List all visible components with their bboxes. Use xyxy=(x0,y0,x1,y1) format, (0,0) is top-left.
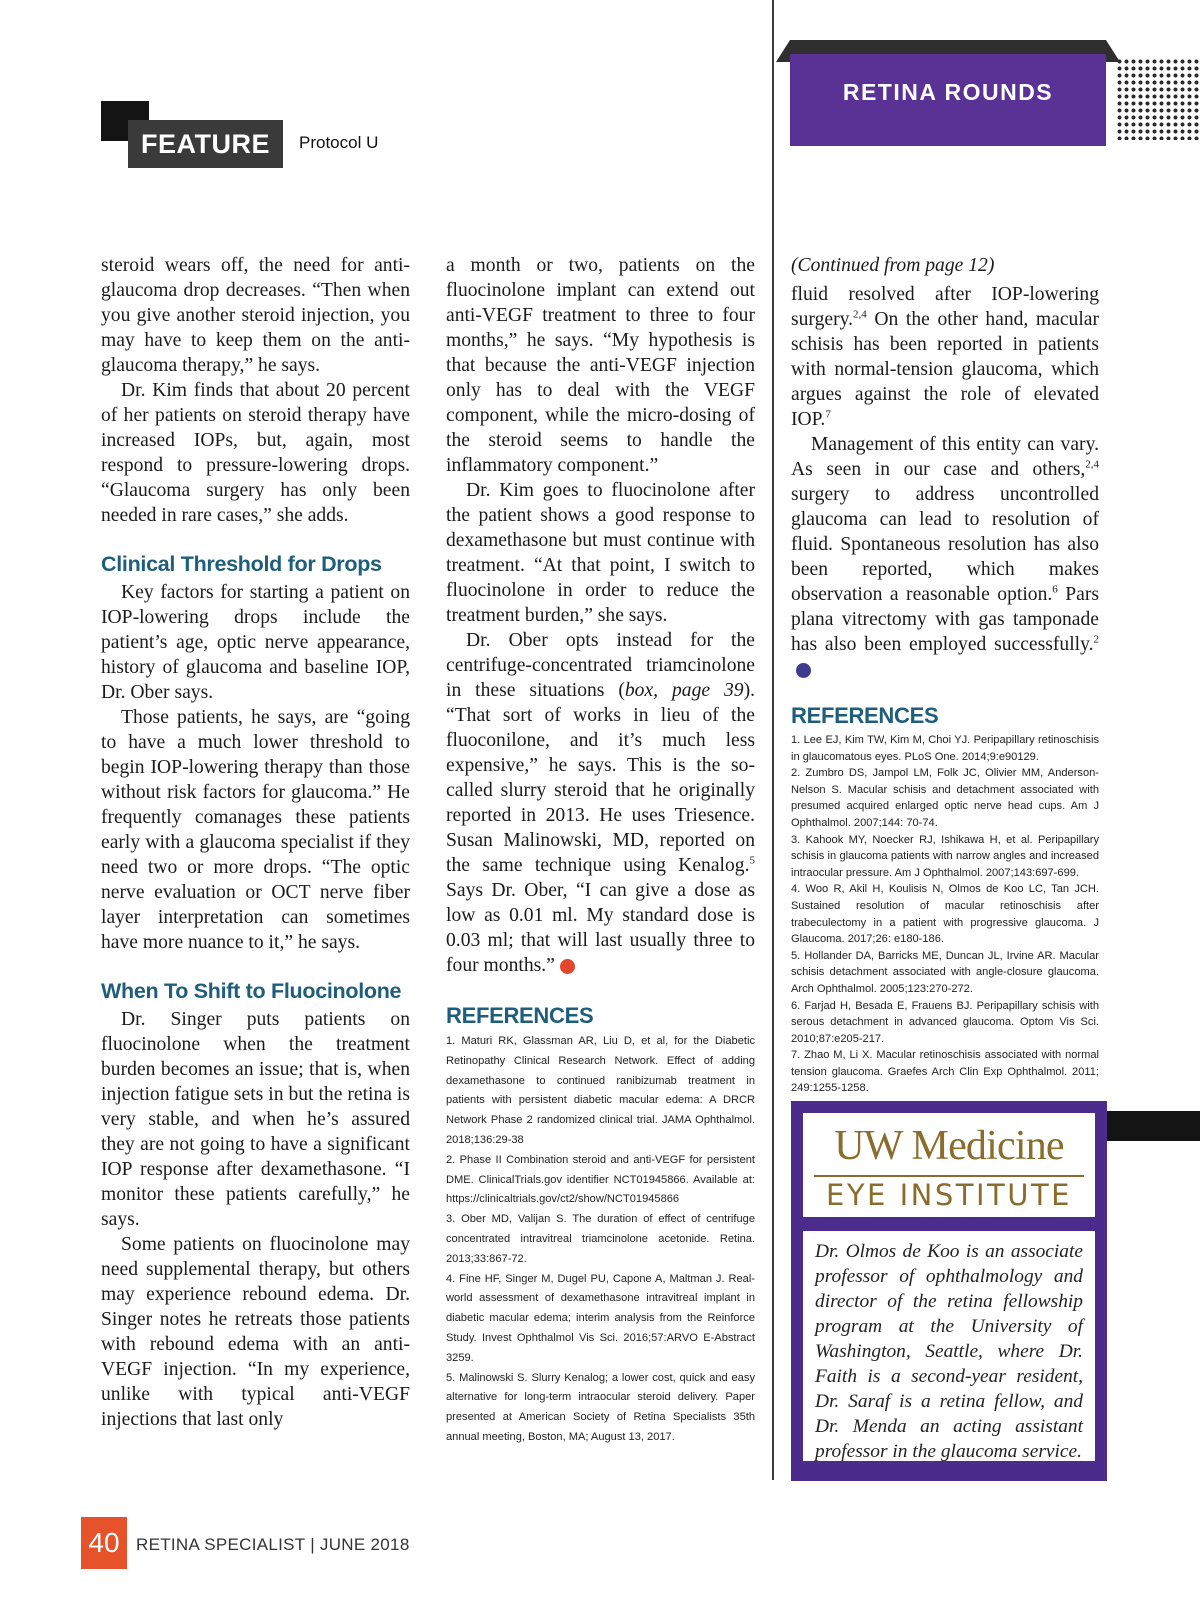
col3-paragraph-2 xyxy=(791,432,1099,682)
col2-paragraph-3 xyxy=(446,628,755,978)
retina-rounds-banner: RETINA ROUNDS xyxy=(790,54,1106,146)
footnote-2-4: 2,4 xyxy=(1085,458,1099,471)
reference-item: 1. Maturi RK, Glassman AR, Liu D, et al, for the Diabetic Retinopathy Clinical Research Network. Effect of adding dexamethasone to continued ranibizumab treatment in patients with persistent diabetic macular edema: A DRCR Network Phase 2 randomized clinical trial. JAMA Ophthalmol. 2018;136:29-38 xyxy=(446,1035,755,1146)
column-divider xyxy=(772,0,774,1480)
col1-paragraph-3: Key factors for starting a patient on IOP-lowering drops include the patient’s age, optic nerve appearance, history of glaucoma and baseline IOP, Dr. Ober says. xyxy=(101,582,410,703)
subheading-clinical-threshold: Clinical Threshold for Drops xyxy=(101,552,382,576)
reference-item: 7. Zhao M, Li X. Macular retinoschisis associated with normal tension glaucoma. Graefes Arch Clin Exp Ophthalmol. 2011; 249:1255-1258. xyxy=(791,1049,1099,1095)
uw-medicine-logo xyxy=(803,1113,1095,1217)
col2-paragraph-2: Dr. Kim goes to fluocinolone after the patient shows a good response to dexamethasone but must continue with treatment. “At that point, I switch to fluocinolone in order to reduce the treatment burden,” she says. xyxy=(446,480,755,626)
logo-line-1: UW Medicine xyxy=(834,1123,1064,1169)
col3-p2-text-c: Pars plana vitrectomy with gas tamponade has also been employed successfully. xyxy=(791,584,1099,655)
dot-pattern xyxy=(1116,58,1200,140)
author-bio: Dr. Olmos de Koo is an associate professor of ophthalmology and director of the retina fellowship program at the University of Washington, Seattle, where Dr. Faith is a second-year resident, Dr. Saraf is a retina fellow, and Dr. Menda an acting assistant professor in the glaucoma service. xyxy=(803,1231,1095,1461)
reference-item: 2. Zumbro DS, Jampol LM, Folk JC, Olivier MM, Anderson-Nelson S. Macular schisis and detachment associated with presumed acquired enlarged optic nerve head cups. Am J Ophthalmol. 2007;144: 70-74. xyxy=(791,767,1099,829)
page-number: 40 xyxy=(81,1517,127,1569)
col1-paragraph-2: Dr. Kim finds that about 20 percent of her patients on steroid therapy have increased IOPs, but, again, most respond to pressure-lowering drops. “Glaucoma surgery has only been needed in rare cases,” she adds. xyxy=(101,380,410,526)
col1-paragraph-6: Some patients on fluocinolone may need supplemental therapy, but others may experience rebound edema. Dr. Singer notes he retreats those patients with rebound edema with an anti-VEGF injection. “In my experience, unlike with typical anti-VEGF injections that last only xyxy=(101,1234,410,1430)
col1-paragraph-5: Dr. Singer puts patients on fluocinolone when the treatment burden becomes an issue; that is, when injection fatigue sets in but the retina is very stable, and when he’s assured they are not going to have a significant IOP response after dexamethasone. “I monitor these patients carefully,” he says. xyxy=(101,1009,410,1230)
col2-paragraph-1: a month or two, patients on the fluocinolone implant can extend out anti-VEGF treatment to three to four months,” he says. “My hypothesis is that because the anti-VEGF injection only has to deal with the VEGF component, while the micro-dosing of the steroid seems to handle the inflammatory component.” xyxy=(446,255,755,476)
column-1 xyxy=(101,253,410,1432)
col2-p3-text-a: Dr. Ober opts instead for the centrifuge-concentrated triamcinolone in these situations ( xyxy=(446,630,755,701)
col2-p3-text-b: ). “That sort of works in lieu of the fluoconilone, and it’s much less expensive,” he says. This is the so-called slurry steroid that he originally reported in 2013. He uses Triesence. Susan Malinowski, MD, reported on the same technique using Kenalog. xyxy=(446,680,755,876)
col1-paragraph-4: Those patients, he says, are “going to have a much lower threshold to begin IOP-lowering therapy than those without risk factors for glaucoma.” He frequently comanages these patients early with a glaucoma specialist if they need two or more drops. “The optic nerve evaluation or OCT nerve fiber layer interpretation can sometimes have more nuance to it,” he says. xyxy=(101,707,410,953)
col1-paragraph-1: steroid wears off, the need for anti-glaucoma drop decreases. “Then when you give another steroid injection, you may have to keep them on the anti-glaucoma therapy,” he says. xyxy=(101,255,410,376)
col3-p2-text-a: Management of this entity can vary. As seen in our case and others, xyxy=(791,434,1099,480)
column-2 xyxy=(446,253,755,1448)
reference-item: 3. Ober MD, Valijan S. The duration of effect of centrifuge concentrated intravitreal triamcinolone acetonide. Retina. 2013;33:867-72. xyxy=(446,1213,755,1265)
references-heading-2: REFERENCES xyxy=(446,1003,594,1028)
author-info-box xyxy=(791,1101,1107,1481)
col3-p2-text-b: surgery to address uncontrolled glaucoma can lead to resolution of fluid. Spontaneous resolution has also been reported, which makes observation a reasonable option. xyxy=(791,484,1099,605)
reference-item: 4. Fine HF, Singer M, Dugel PU, Capone A, Maltman J. Real-world assessment of dexamethasone intravitreal implant in diabetic macular edema; interim analysis from the Reinforce Study. Invest Ophthalmol Vis Sci. 2016;57:ARVO E-Abstract 3259. xyxy=(446,1272,755,1364)
footnote-5: 5 xyxy=(749,854,755,867)
reference-item: 3. Kahook MY, Noecker RJ, Ishikawa H, et al. Peripapillary schisis in glaucoma patients with narrow angles and increased intraocular pressure. Am J Ophthalmol. 2007;143:697-699. xyxy=(791,833,1099,879)
references-list-2 xyxy=(446,1032,755,1448)
subheading-shift-fluocinolone: When To Shift to Fluocinolone xyxy=(101,979,402,1003)
footnote-2-4: 2,4 xyxy=(853,308,867,321)
reference-item: 5. Malinowski S. Slurry Kenalog; a lower cost, quick and easy alternative for long-term intraocular steroid delivery. Paper presented at American Society of Retina Specialists 35th annual meeting, Boston, MA; August 13, 2017. xyxy=(446,1371,755,1443)
rs-end-mark-icon: RS xyxy=(796,663,811,678)
footnote-7: 7 xyxy=(825,408,831,421)
reference-item: 6. Farjad H, Besada E, Frauens BJ. Peripapillary schisis with serous detachment in advanced glaucoma. Optom Vis Sci. 2010;87:e205-217. xyxy=(791,999,1099,1045)
box-page-reference: box, page 39 xyxy=(624,680,744,701)
references-heading-3: REFERENCES xyxy=(791,703,939,728)
continued-note: (Continued from page 12) xyxy=(791,255,995,276)
logo-line-2: EYE INSTITUTE xyxy=(826,1178,1072,1212)
section-subtitle: Protocol U xyxy=(299,133,379,152)
reference-item: 2. Phase II Combination steroid and anti-VEGF for persistent DME. ClinicalTrials.gov identifier NCT01945866. Available at: https://clinicaltrials.gov/ct2/show/NCT01945866 xyxy=(446,1153,755,1206)
references-list-3 xyxy=(791,732,1099,1097)
col3-p1-text-a: fluid resolved after IOP-lowering surgery. xyxy=(791,284,1099,330)
section-label: FEATURE xyxy=(128,120,283,168)
footnote-2: 2 xyxy=(1093,633,1099,646)
reference-item: 5. Hollander DA, Barricks ME, Duncan JL, Irvine AR. Macular schisis detachment associated with angle-closure glaucoma. Arch Ophthalmol. 2005;123:270-272. xyxy=(791,949,1099,995)
column-3 xyxy=(791,253,1099,1097)
col3-paragraph-1 xyxy=(791,282,1099,432)
col2-p3-text-c: Says Dr. Ober, “I can give a dose as low as 0.01 ml. My standard dose is 0.03 ml; that will last usually three to four months.” xyxy=(446,880,755,976)
footer-publication: RETINA SPECIALIST | JUNE 2018 xyxy=(136,1535,410,1554)
rs-end-mark-icon: RS xyxy=(560,959,575,974)
side-accent-bar xyxy=(1107,1111,1200,1141)
reference-item: 4. Woo R, Akil H, Koulisis N, Olmos de Koo LC, Tan JCH. Sustained resolution of macular retinoschisis after trabeculectomy in a patient with progressive glaucoma. J Glaucoma. 2017;26: e180-186. xyxy=(791,883,1099,946)
footnote-6: 6 xyxy=(1052,583,1058,596)
reference-item: 1. Lee EJ, Kim TW, Kim M, Choi YJ. Peripapillary retinoschisis in glaucomatous eyes. PLoS One. 2014;9:e90129. xyxy=(791,734,1099,763)
col3-p1-text-b: On the other hand, macular schisis has been reported in patients with normal-tension glaucoma, which argues against the role of elevated IOP. xyxy=(791,309,1099,430)
